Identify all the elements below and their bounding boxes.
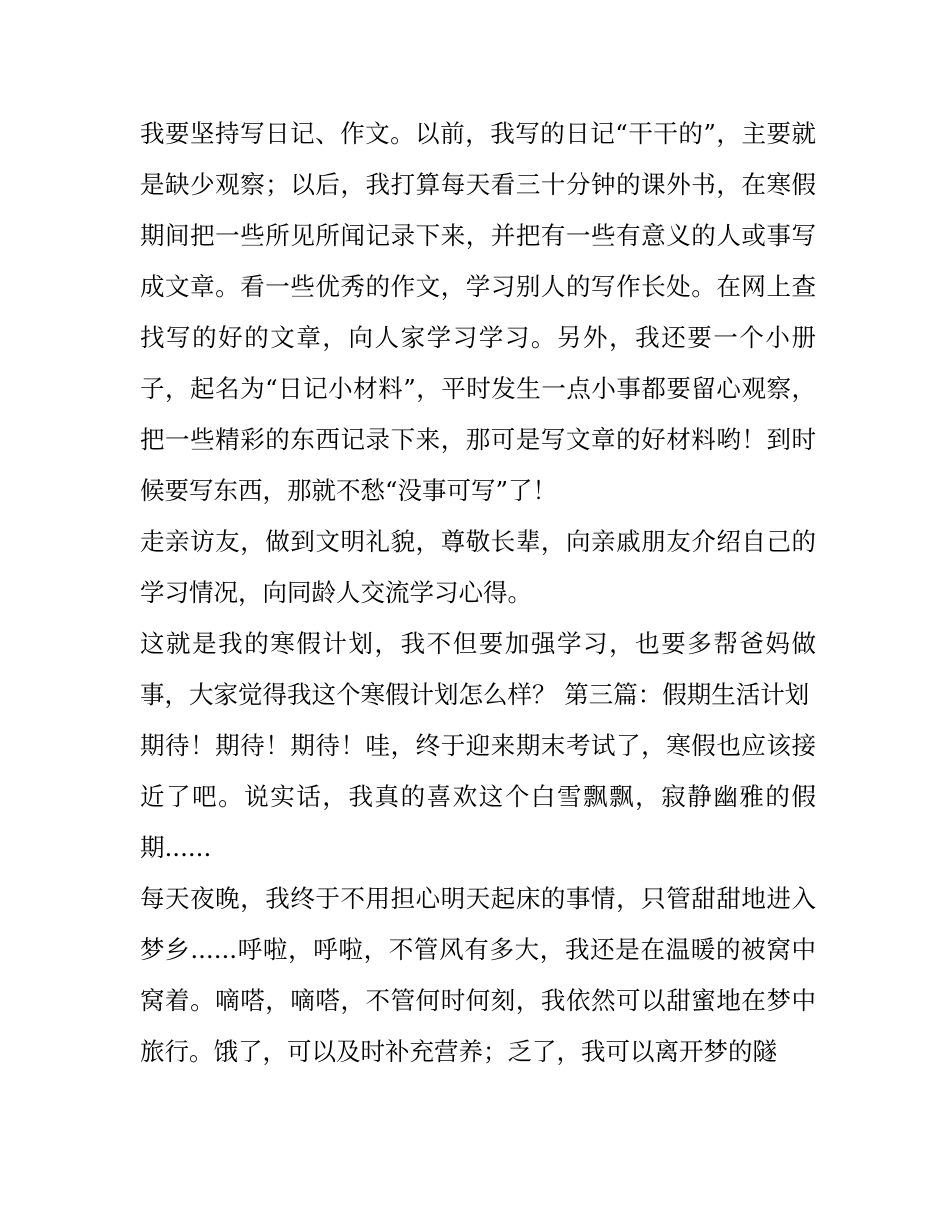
document-body bbox=[140, 108, 816, 1077]
paragraph-visit-relatives: 走亲访友，做到文明礼貌，尊敬长辈，向亲戚朋友介绍自己的学习情况，向同龄人交流学习心得。 bbox=[140, 527, 816, 607]
paragraph-night-sleep: 每天夜晚，我终于不用担心明天起床的事情，只管甜甜地进入梦乡......呼啦，呼啦，不管风有多大，我还是在温暖的被窝中窝着。嘀嗒，嘀嗒，不管何时何刻，我依然可以甜蜜地在梦中旅行。饿了，可以及时补充营养；乏了，我可以离开梦的隧 bbox=[140, 884, 816, 1066]
paragraph-plan-summary: 这就是我的寒假计划，我不但要加强学习，也要多帮爸妈做事，大家觉得我这个寒假计划怎么样？ 第三篇：假期生活计划 bbox=[140, 629, 816, 709]
paragraph-diary-plan: 我要坚持写日记、作文。以前，我写的日记“干干的”，主要就是缺少观察；以后，我打算每天看三十分钟的课外书，在寒假期间把一些所见所闻记录下来，并把有一些有意义的人或事写成文章。看一些优秀的作文，学习别人的写作长处。在网上查找写的好的文章，向人家学习学习。另外，我还要一个小册子，起名为“日记小材料”，平时发生一点小事都要留心观察，把一些精彩的东西记录下来，那可是写文章的好材料哟！到时候要写东西，那就不愁“没事可写”了！ bbox=[140, 119, 816, 505]
paragraph-anticipation: 期待！期待！期待！哇，终于迎来期末考试了，寒假也应该接近了吧。说实话，我真的喜欢这个白雪飘飘，寂静幽雅的假期...... bbox=[140, 731, 816, 862]
